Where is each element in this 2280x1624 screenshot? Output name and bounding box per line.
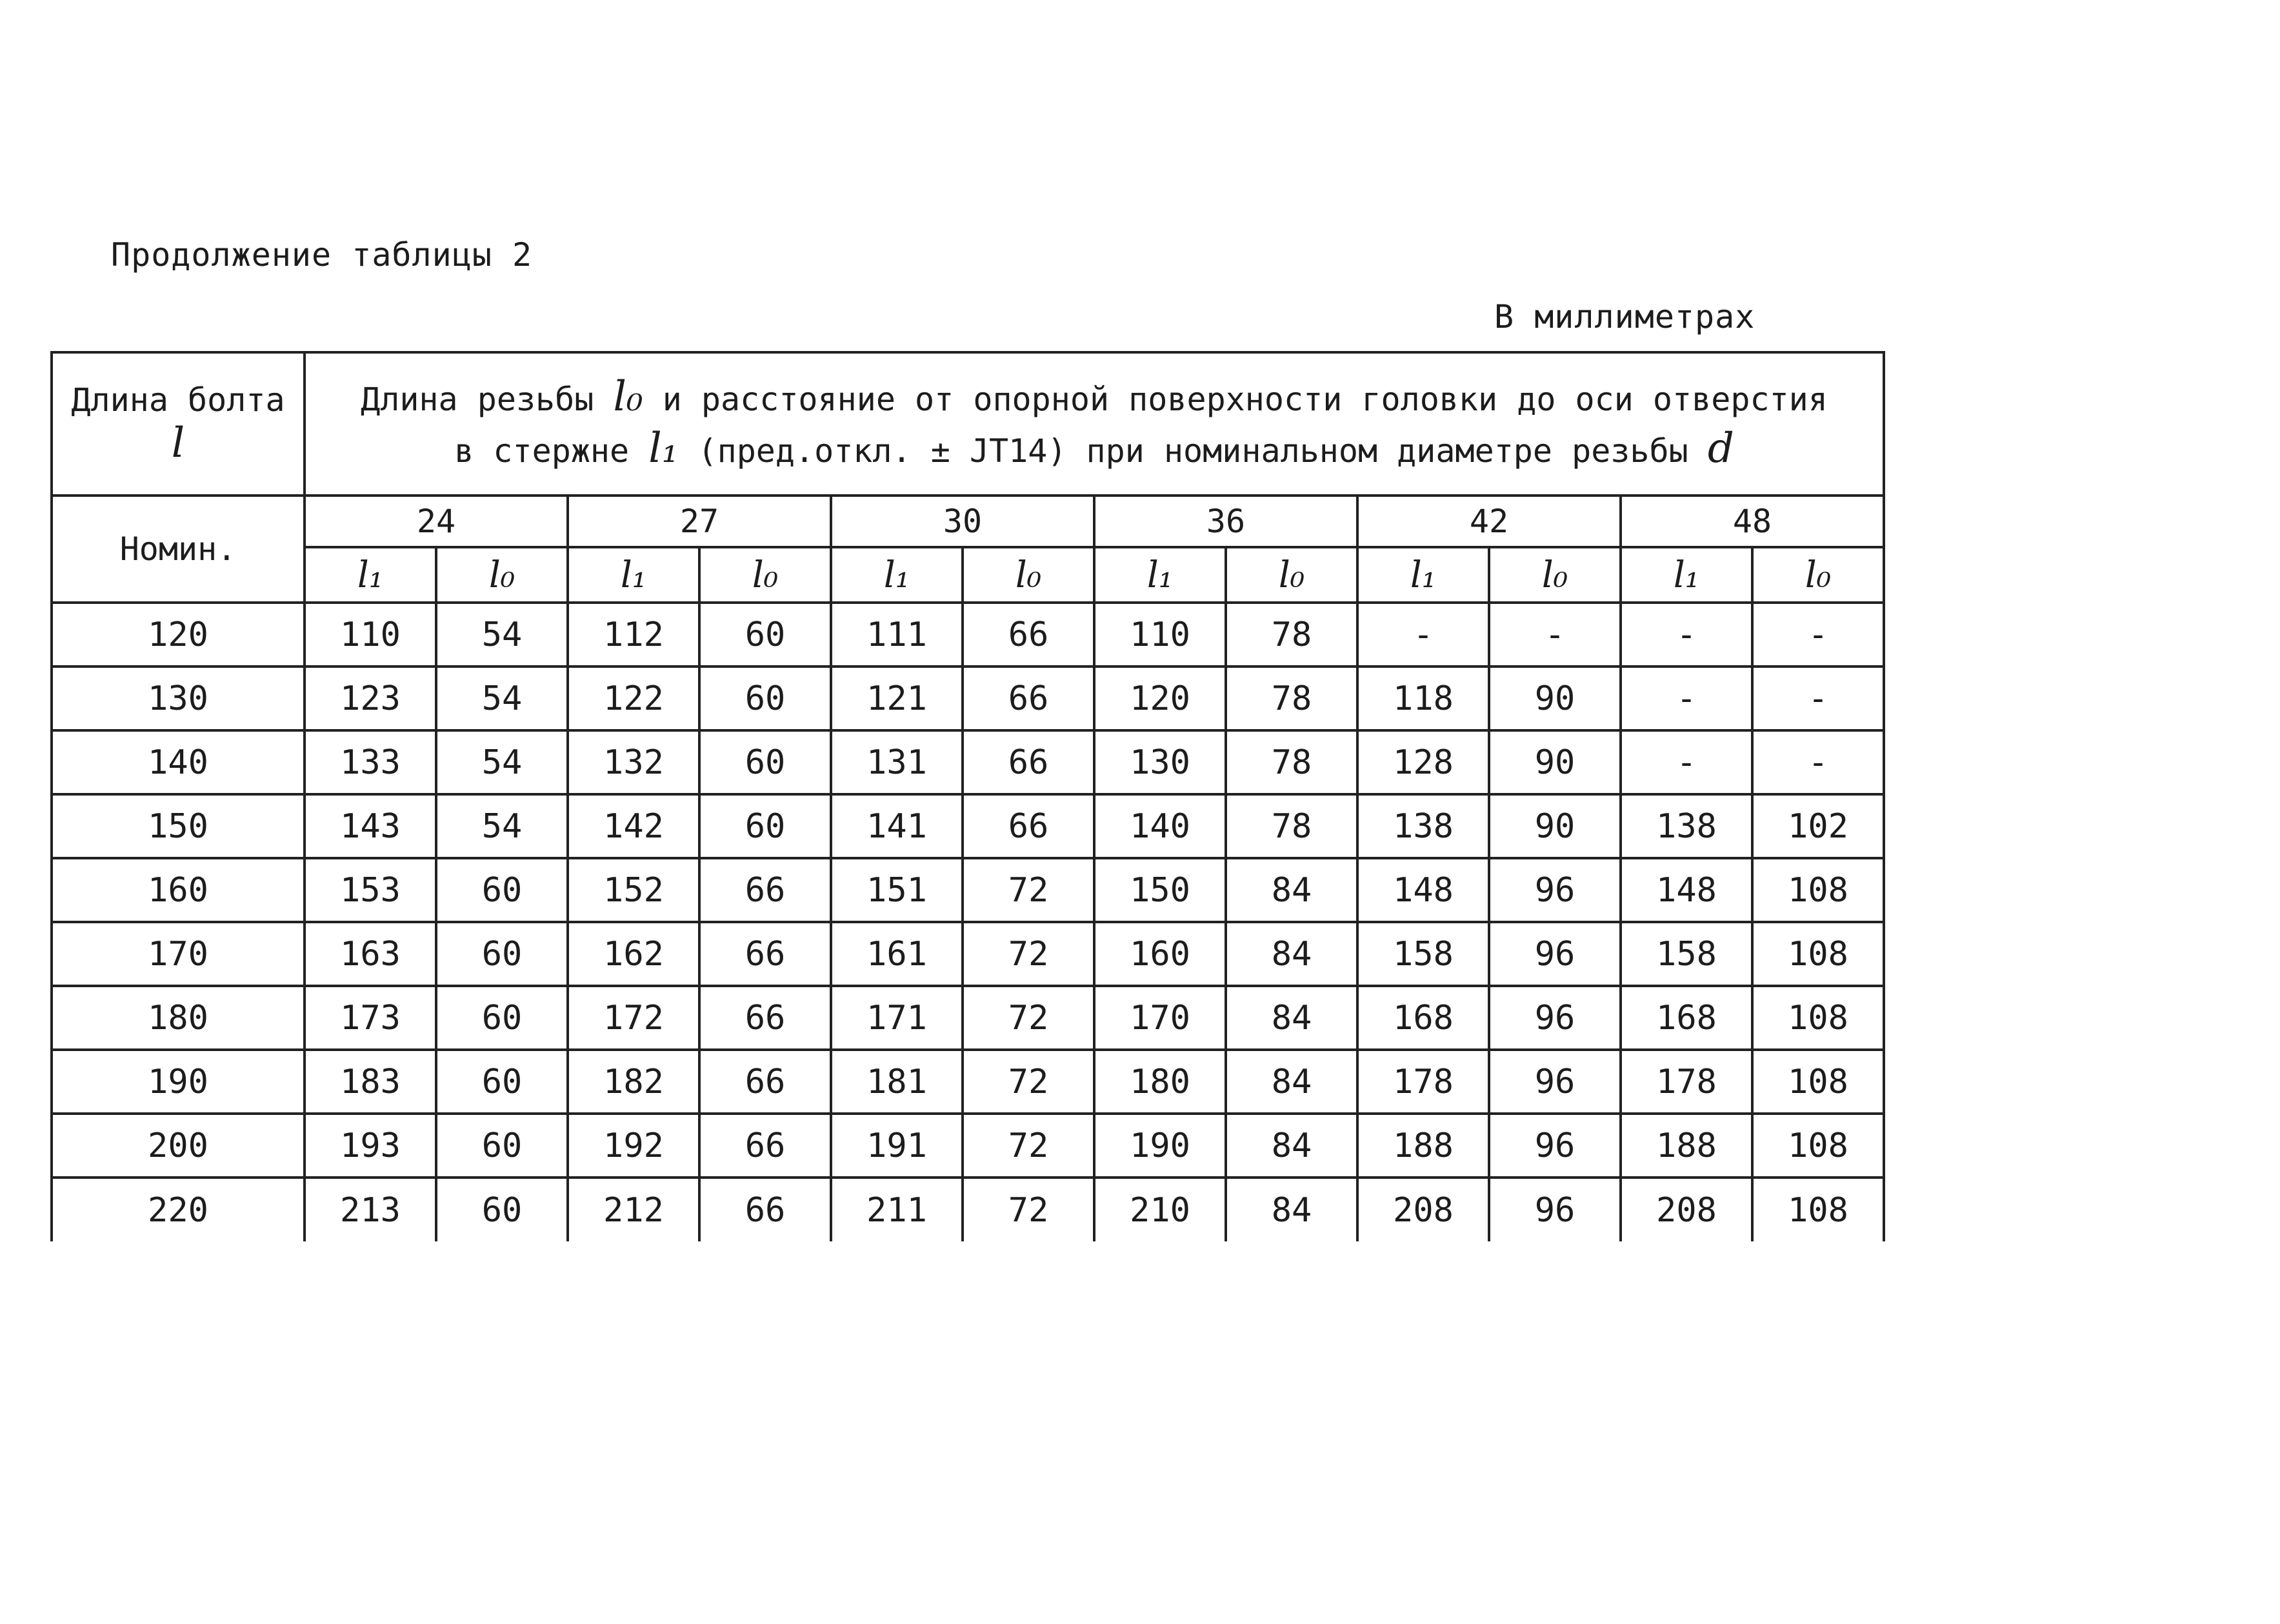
l0-value-cell: 78 xyxy=(1226,667,1357,730)
l1-value-cell: 178 xyxy=(1357,1050,1489,1114)
l1-value-cell: 172 xyxy=(568,986,699,1050)
l1-value-cell: 191 xyxy=(831,1114,963,1178)
l1-value-cell: 148 xyxy=(1357,858,1489,922)
l0-value-cell: 90 xyxy=(1489,730,1621,794)
diameter-27: 27 xyxy=(568,496,831,547)
header-text-c: в стержне xyxy=(454,432,630,470)
table-row xyxy=(52,667,1884,730)
l0-value-cell: - xyxy=(1752,603,1884,667)
l1-value-cell: 168 xyxy=(1357,986,1489,1050)
l1-value-cell: - xyxy=(1621,603,1752,667)
l1-value-cell: 122 xyxy=(568,667,699,730)
l1-value-cell: 188 xyxy=(1357,1114,1489,1178)
l1-value-cell: 210 xyxy=(1094,1178,1226,1241)
l1-value-cell: 128 xyxy=(1357,730,1489,794)
nominal-length-cell: 180 xyxy=(52,986,305,1050)
l1-value-cell: 190 xyxy=(1094,1114,1226,1178)
table-caption: Продолжение таблицы 2 xyxy=(111,236,533,274)
table-row xyxy=(52,603,1884,667)
l1-value-cell: 120 xyxy=(1094,667,1226,730)
l1-value-cell: 193 xyxy=(305,1114,436,1178)
l0-value-cell: 66 xyxy=(699,922,831,986)
nominal-length-cell: 190 xyxy=(52,1050,305,1114)
diameter-36: 36 xyxy=(1094,496,1357,547)
l1-value-cell: 160 xyxy=(1094,922,1226,986)
l0-value-cell: 72 xyxy=(963,1050,1094,1114)
l0-value-cell: 66 xyxy=(963,603,1094,667)
l0-value-cell: 84 xyxy=(1226,858,1357,922)
sub-symbol-l1: l₁ xyxy=(1357,547,1489,603)
l0-value-cell: 60 xyxy=(436,1114,568,1178)
l0-value-cell: 108 xyxy=(1752,1178,1884,1241)
l0-value-cell: 96 xyxy=(1489,922,1621,986)
sub-symbol-l1: l₁ xyxy=(831,547,963,603)
header-text-d: (пред.откл. ± xyxy=(697,432,970,470)
l0-value-cell: 108 xyxy=(1752,986,1884,1050)
nominal-length-cell: 140 xyxy=(52,730,305,794)
l1-value-cell: 151 xyxy=(831,858,963,922)
l0-symbol: l₀ xyxy=(613,373,643,421)
l1-value-cell: - xyxy=(1621,667,1752,730)
l0-value-cell: 60 xyxy=(699,730,831,794)
diameter-48: 48 xyxy=(1621,496,1884,547)
l0-value-cell: 108 xyxy=(1752,1114,1884,1178)
bolt-length-title: Длина болта xyxy=(71,381,285,419)
table-row xyxy=(52,1114,1884,1178)
l0-value-cell: 102 xyxy=(1752,794,1884,858)
l1-value-cell: 123 xyxy=(305,667,436,730)
units-label: В миллиметрах xyxy=(1494,298,1755,336)
nominal-length-cell: 150 xyxy=(52,794,305,858)
l1-value-cell: 162 xyxy=(568,922,699,986)
l0-value-cell: 66 xyxy=(699,858,831,922)
l0-value-cell: 54 xyxy=(436,730,568,794)
sub-symbol-l0: l₀ xyxy=(1752,547,1884,603)
sub-symbol-l1: l₁ xyxy=(1621,547,1752,603)
l1-value-cell: 141 xyxy=(831,794,963,858)
sub-symbol-l0: l₀ xyxy=(963,547,1094,603)
l1-value-cell: 182 xyxy=(568,1050,699,1114)
l1-value-cell: 121 xyxy=(831,667,963,730)
l1-value-cell: - xyxy=(1357,603,1489,667)
l1-value-cell: 171 xyxy=(831,986,963,1050)
bolt-length-header xyxy=(52,352,305,496)
l1-value-cell: - xyxy=(1621,730,1752,794)
l1-value-cell: 168 xyxy=(1621,986,1752,1050)
header-text-b: и расстояние от опорной поверхности головки до оси отверстия xyxy=(662,381,1828,418)
l0-value-cell: 66 xyxy=(963,667,1094,730)
l0-value-cell: 66 xyxy=(699,1178,831,1241)
l1-value-cell: 110 xyxy=(1094,603,1226,667)
sub-symbol-l0: l₀ xyxy=(1226,547,1357,603)
nominal-label: Номин. xyxy=(52,496,305,603)
l0-value-cell: 60 xyxy=(436,1050,568,1114)
l0-value-cell: 84 xyxy=(1226,1178,1357,1241)
table-row xyxy=(52,730,1884,794)
l1-value-cell: 192 xyxy=(568,1114,699,1178)
thread-length-header xyxy=(305,352,1884,496)
l1-value-cell: 152 xyxy=(568,858,699,922)
table-row xyxy=(52,986,1884,1050)
l0-value-cell: 78 xyxy=(1226,603,1357,667)
l0-value-cell: 72 xyxy=(963,1178,1094,1241)
l0-value-cell: 54 xyxy=(436,603,568,667)
l1-value-cell: 173 xyxy=(305,986,436,1050)
l0-value-cell: 60 xyxy=(699,794,831,858)
l1-value-cell: 112 xyxy=(568,603,699,667)
table-row xyxy=(52,794,1884,858)
diameter-30: 30 xyxy=(831,496,1094,547)
header-row-diameters xyxy=(52,496,1884,547)
l1-value-cell: 110 xyxy=(305,603,436,667)
sub-symbol-l0: l₀ xyxy=(436,547,568,603)
l1-value-cell: 208 xyxy=(1621,1178,1752,1241)
l1-value-cell: 183 xyxy=(305,1050,436,1114)
l1-value-cell: 178 xyxy=(1621,1050,1752,1114)
l1-symbol: l₁ xyxy=(648,425,679,472)
nominal-length-cell: 200 xyxy=(52,1114,305,1178)
nominal-length-cell: 220 xyxy=(52,1178,305,1241)
l1-value-cell: 132 xyxy=(568,730,699,794)
l0-value-cell: 96 xyxy=(1489,858,1621,922)
sub-symbol-l0: l₀ xyxy=(699,547,831,603)
sub-symbol-l1: l₁ xyxy=(1094,547,1226,603)
d-symbol: d xyxy=(1707,425,1734,472)
l0-value-cell: 72 xyxy=(963,922,1094,986)
table-row xyxy=(52,858,1884,922)
header-row-main xyxy=(52,352,1884,496)
diameter-42: 42 xyxy=(1357,496,1621,547)
l0-value-cell: 66 xyxy=(699,1114,831,1178)
l0-value-cell: - xyxy=(1752,730,1884,794)
l0-value-cell: 108 xyxy=(1752,922,1884,986)
l1-value-cell: 148 xyxy=(1621,858,1752,922)
l1-value-cell: 188 xyxy=(1621,1114,1752,1178)
l1-value-cell: 158 xyxy=(1621,922,1752,986)
l1-value-cell: 142 xyxy=(568,794,699,858)
l1-value-cell: 212 xyxy=(568,1178,699,1241)
l0-value-cell: 96 xyxy=(1489,1114,1621,1178)
l0-value-cell: 54 xyxy=(436,794,568,858)
l1-value-cell: 131 xyxy=(831,730,963,794)
l1-value-cell: 170 xyxy=(1094,986,1226,1050)
sub-symbol-l0: l₀ xyxy=(1489,547,1621,603)
l1-value-cell: 213 xyxy=(305,1178,436,1241)
table-row xyxy=(52,1050,1884,1114)
table-row xyxy=(52,922,1884,986)
nominal-length-cell: 120 xyxy=(52,603,305,667)
l1-value-cell: 161 xyxy=(831,922,963,986)
l0-value-cell: - xyxy=(1489,603,1621,667)
l0-value-cell: 78 xyxy=(1226,794,1357,858)
l0-value-cell: 66 xyxy=(963,794,1094,858)
bolt-length-symbol: l xyxy=(171,419,185,467)
l1-value-cell: 153 xyxy=(305,858,436,922)
l0-value-cell: 66 xyxy=(699,1050,831,1114)
l1-value-cell: 158 xyxy=(1357,922,1489,986)
l0-value-cell: 66 xyxy=(699,986,831,1050)
l1-value-cell: 138 xyxy=(1357,794,1489,858)
l0-value-cell: 108 xyxy=(1752,858,1884,922)
header-text-a: Длина резьбы xyxy=(361,381,594,418)
l1-value-cell: 111 xyxy=(831,603,963,667)
l1-value-cell: 211 xyxy=(831,1178,963,1241)
l0-value-cell: 54 xyxy=(436,667,568,730)
l0-value-cell: 90 xyxy=(1489,794,1621,858)
l0-value-cell: 66 xyxy=(963,730,1094,794)
l0-value-cell: 84 xyxy=(1226,922,1357,986)
l0-value-cell: 60 xyxy=(436,922,568,986)
l0-value-cell: 60 xyxy=(699,667,831,730)
table-row xyxy=(52,1178,1884,1241)
l1-value-cell: 130 xyxy=(1094,730,1226,794)
l0-value-cell: 108 xyxy=(1752,1050,1884,1114)
sub-symbol-l1: l₁ xyxy=(568,547,699,603)
l0-value-cell: 72 xyxy=(963,858,1094,922)
l0-value-cell: 60 xyxy=(699,603,831,667)
l1-value-cell: 118 xyxy=(1357,667,1489,730)
l1-value-cell: 208 xyxy=(1357,1178,1489,1241)
l1-value-cell: 143 xyxy=(305,794,436,858)
l0-value-cell: 72 xyxy=(963,986,1094,1050)
nominal-length-cell: 130 xyxy=(52,667,305,730)
l0-value-cell: 60 xyxy=(436,858,568,922)
l0-value-cell: 84 xyxy=(1226,1114,1357,1178)
l0-value-cell: 84 xyxy=(1226,1050,1357,1114)
l1-value-cell: 140 xyxy=(1094,794,1226,858)
l0-value-cell: 96 xyxy=(1489,1178,1621,1241)
l1-value-cell: 181 xyxy=(831,1050,963,1114)
bolt-dimensions-table xyxy=(50,351,1885,1241)
l0-value-cell: 72 xyxy=(963,1114,1094,1178)
l0-value-cell: - xyxy=(1752,667,1884,730)
diameter-24: 24 xyxy=(305,496,568,547)
header-text-e: JT14) при номинальном диаметре резьбы xyxy=(969,432,1688,470)
nominal-length-cell: 160 xyxy=(52,858,305,922)
l1-value-cell: 180 xyxy=(1094,1050,1226,1114)
l0-value-cell: 84 xyxy=(1226,986,1357,1050)
l1-value-cell: 150 xyxy=(1094,858,1226,922)
header-row-symbols xyxy=(52,547,1884,603)
sub-symbol-l1: l₁ xyxy=(305,547,436,603)
l0-value-cell: 78 xyxy=(1226,730,1357,794)
l0-value-cell: 60 xyxy=(436,986,568,1050)
l1-value-cell: 133 xyxy=(305,730,436,794)
l0-value-cell: 96 xyxy=(1489,986,1621,1050)
l0-value-cell: 90 xyxy=(1489,667,1621,730)
l1-value-cell: 138 xyxy=(1621,794,1752,858)
l0-value-cell: 96 xyxy=(1489,1050,1621,1114)
l0-value-cell: 60 xyxy=(436,1178,568,1241)
nominal-length-cell: 170 xyxy=(52,922,305,986)
l1-value-cell: 163 xyxy=(305,922,436,986)
